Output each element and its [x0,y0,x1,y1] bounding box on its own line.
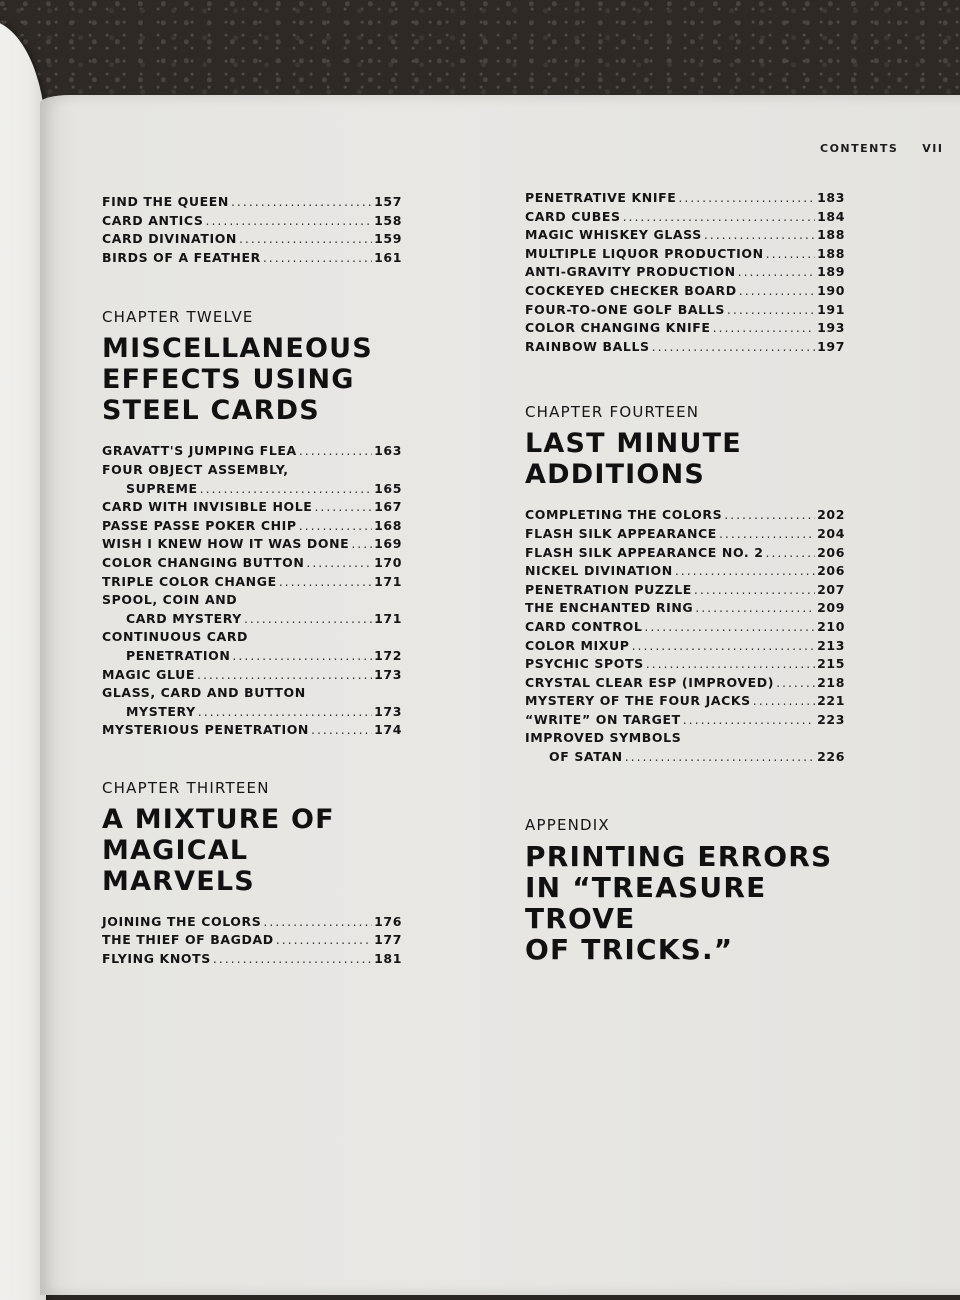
toc-entry [525,506,845,525]
toc-entry-title: BIRDS OF A FEATHER [102,249,261,265]
chapter-entries [525,506,845,766]
toc-entry-page-number: 223 [817,711,845,727]
dot-leader [306,554,372,573]
dot-leader [713,319,816,338]
toc-entry [525,282,845,301]
dot-leader [704,226,815,245]
toc-entry [102,480,402,499]
toc-entry [525,618,845,637]
dot-leader [198,703,372,722]
toc-entry-title-line: IMPROVED SYMBOLS [525,730,682,746]
toc-entry [102,647,402,666]
toc-entry-page-number: 213 [817,637,845,653]
toc-entry-title: CARD DIVINATION [102,231,237,247]
dot-leader [719,525,815,544]
toc-entry [525,599,845,618]
chapter-title-line: MAGICAL MARVELS [102,834,255,897]
dot-leader [695,599,815,618]
right-top-entries [525,189,845,356]
dot-leader [678,189,815,208]
toc-entry-page-number: 176 [374,913,402,929]
chapter-title-line: STEEL CARDS [102,395,320,427]
toc-entry [102,950,402,969]
toc-entry-page-number: 181 [374,951,402,967]
toc-entry-title: CARD ANTICS [102,212,204,228]
chapter-title [102,333,402,426]
toc-entry-page-number: 165 [374,480,402,496]
toc-entry-title: RAINBOW BALLS [525,338,650,354]
left-top-entries [102,193,402,267]
toc-entry-page-number: 190 [817,282,845,298]
toc-entry-title: “WRITE” ON TARGET [525,711,681,727]
toc-entry [102,517,402,536]
toc-entry [102,703,402,722]
dot-leader [625,748,815,767]
chapter-title [102,804,402,897]
toc-entry-title: CARD MYSTERY [126,610,242,626]
toc-entry-page-number: 163 [374,443,402,459]
chapter-title [525,428,845,490]
toc-entry-title: NICKEL DIVINATION [525,563,673,579]
appendix-title [525,841,845,965]
appendix-label: APPENDIX [525,815,610,834]
toc-entry-page-number: 169 [374,536,402,552]
chapter-title-line: LAST MINUTE [525,428,742,460]
chapter-label: CHAPTER THIRTEEN [102,778,270,797]
toc-entry-title: FLASH SILK APPEARANCE NO. 2 [525,544,764,560]
toc-entry-page-number: 191 [817,301,845,317]
toc-entry [102,931,402,950]
dot-leader [632,637,816,656]
toc-entry-title: CRYSTAL CLEAR ESP (IMPROVED) [525,674,775,690]
toc-entry [102,442,402,461]
toc-entry [525,189,845,208]
toc-entry-page-number: 210 [817,618,845,634]
toc-entry [102,721,402,740]
toc-entry-title: COLOR MIXUP [525,637,630,653]
toc-entry-page-number: 173 [374,666,402,682]
dot-leader [213,950,372,969]
toc-entry [525,655,845,674]
toc-entry [525,226,845,245]
dot-leader [694,581,815,600]
toc-entry-title: COLOR CHANGING BUTTON [102,554,305,570]
toc-entry-title: PENETRATION PUZZLE [525,581,692,597]
toc-entry-page-number: 209 [817,600,845,616]
toc-entry [102,249,402,268]
toc-entry [102,554,402,573]
toc-entry [102,535,402,554]
dot-leader [263,913,372,932]
toc-entry-page-number: 197 [817,338,845,354]
toc-entry-title: THE THIEF OF BAGDAD [102,932,274,948]
toc-entry-page-number: 177 [374,932,402,948]
toc-entry-title: PSYCHIC SPOTS [525,656,644,672]
dot-leader [231,193,372,212]
toc-entry [525,692,845,711]
toc-entry [525,263,845,282]
toc-entry-title: PASSE PASSE POKER CHIP [102,517,297,533]
toc-entry-title: COMPLETING THE COLORS [525,507,723,523]
dot-leader [311,721,372,740]
toc-entry-page-number: 167 [374,499,402,515]
toc-entry-page-number: 189 [817,264,845,280]
toc-entry-title: MULTIPLE LIQUOR PRODUCTION [525,245,764,261]
toc-entry [102,212,402,231]
toc-entry-title: COLOR CHANGING KNIFE [525,320,711,336]
dot-leader [314,498,372,517]
toc-entry-page-number: 206 [817,544,845,560]
toc-entry-page-number: 221 [817,693,845,709]
toc-entry-title: FOUR-TO-ONE GOLF BALLS [525,301,725,317]
toc-entry-page-number: 204 [817,525,845,541]
toc-entry-title: OF SATAN [549,749,623,765]
dot-leader [646,655,815,674]
dot-leader [766,544,816,563]
appendix-title-line: OF TRICKS.” [525,932,734,966]
toc-entry-page-number: 218 [817,674,845,690]
toc-entry-page-number: 188 [817,227,845,243]
toc-entry-title: GRAVATT'S JUMPING FLEA [102,443,297,459]
dot-leader [644,618,815,637]
toc-entry [102,610,402,629]
toc-entry [525,208,845,227]
toc-entry-title: MYSTERY [126,703,196,719]
toc-entry-page-number: 171 [374,610,402,626]
chapter-title-line: EFFECTS USING [102,364,355,396]
toc-entry-title: JOINING THE COLORS [102,913,262,929]
dot-leader [279,573,372,592]
dot-leader [232,647,372,666]
dot-leader [299,442,372,461]
toc-entry-title: SUPREME [126,480,198,496]
dot-leader [623,208,816,227]
toc-entry-title-line: GLASS, CARD AND BUTTON [102,685,306,701]
toc-entry [525,748,845,767]
page-folio: VII [922,142,944,155]
toc-entry [525,544,845,563]
dot-leader [739,282,815,301]
toc-entry-page-number: 171 [374,573,402,589]
toc-entry-page-number: 206 [817,563,845,579]
dot-leader [299,517,372,536]
toc-entry [525,525,845,544]
toc-entry-page-number: 207 [817,581,845,597]
toc-entry-page-number: 226 [817,749,845,765]
toc-entry [102,573,402,592]
toc-entry-title: ANTI-GRAVITY PRODUCTION [525,264,736,280]
toc-entry [525,562,845,581]
toc-entry-title-line: CONTINUOUS CARD [102,629,249,645]
appendix-title-line: PRINTING ERRORS [525,839,833,873]
chapter-title-line: MISCELLANEOUS [102,333,373,365]
toc-entry [102,230,402,249]
toc-entry-page-number: 161 [374,249,402,265]
toc-entry [525,338,845,357]
toc-entry [102,193,402,212]
toc-entry-page-number: 188 [817,245,845,261]
dot-leader [263,249,372,268]
toc-entry-title: MAGIC GLUE [102,666,196,682]
toc-entry-title: PENETRATION [126,647,231,663]
toc-entry-title: CARD WITH INVISIBLE HOLE [102,499,313,515]
toc-entry-page-number: 159 [374,231,402,247]
toc-entry-page-number: 173 [374,703,402,719]
toc-entry-page-number: 157 [374,194,402,209]
toc-entry-page-number: 174 [374,722,402,738]
toc-entry-title: MAGIC WHISKEY GLASS [525,227,702,243]
chapter-title-line: A MIXTURE OF [102,803,335,835]
appendix-title-line: IN “TREASURE TROVE [525,870,767,935]
dot-leader [776,674,815,693]
dot-leader [753,692,815,711]
toc-entry [102,498,402,517]
toc-entry-page-number: 168 [374,517,402,533]
dot-leader [766,245,815,264]
toc-entry-title: MYSTERY OF THE FOUR JACKS [525,693,751,709]
dot-leader [652,338,815,357]
toc-entry-title: THE ENCHANTED RING [525,600,694,616]
toc-entry-page-number: 215 [817,656,845,672]
dot-leader [727,301,815,320]
toc-entry [102,666,402,685]
toc-entry [525,674,845,693]
toc-entry [525,319,845,338]
chapter-label: CHAPTER FOURTEEN [525,403,700,422]
dot-leader [738,263,815,282]
toc-entry-page-number: 184 [817,208,845,224]
toc-entry [525,581,845,600]
toc-entry-title: CARD CONTROL [525,618,643,634]
toc-entry [525,245,845,264]
toc-entry-page-number: 170 [374,554,402,570]
toc-entry-title: WISH I KNEW HOW IT WAS DONE [102,536,350,552]
toc-entry [525,301,845,320]
toc-entry-page-number: 183 [817,190,845,205]
toc-entry [525,711,845,730]
dot-leader [200,480,372,499]
chapter-entries [102,442,402,740]
toc-entry-title: FLASH SILK APPEARANCE [525,525,717,541]
toc-entry-title: COCKEYED CHECKER BOARD [525,282,737,298]
dot-leader [197,666,372,685]
running-head-section: CONTENTS [820,142,899,155]
dot-leader [206,212,373,231]
toc-entry-page-number: 158 [374,212,402,228]
toc-left-column [102,193,402,969]
toc-entry-title: CARD CUBES [525,208,621,224]
toc-entry-page-number: 193 [817,320,845,336]
toc-entry-title-line: SPOOL, COIN AND [102,592,238,608]
toc-entry-page-number: 202 [817,507,845,523]
toc-entry-title: TRIPLE COLOR CHANGE [102,573,277,589]
toc-entry-page-number: 172 [374,647,402,663]
toc-entry-title: MYSTERIOUS PENETRATION [102,722,309,738]
toc-entry-title: FLYING KNOTS [102,951,211,967]
toc-entry [102,913,402,932]
chapter-title-line: ADDITIONS [525,459,706,491]
toc-right-column [525,189,845,981]
dot-leader [675,562,815,581]
dot-leader [351,535,372,554]
chapter-label: CHAPTER TWELVE [102,308,254,327]
toc-entry-title: PENETRATIVE KNIFE [525,190,677,205]
running-head [820,142,943,155]
dot-leader [244,610,372,629]
dot-leader [276,931,372,950]
toc-entry-title-line: FOUR OBJECT ASSEMBLY, [102,461,289,477]
toc-entry-title: FIND THE QUEEN [102,194,229,209]
dot-leader [683,711,815,730]
dot-leader [239,230,372,249]
chapter-entries [102,913,402,969]
dot-leader [724,506,815,525]
toc-entry [525,637,845,656]
